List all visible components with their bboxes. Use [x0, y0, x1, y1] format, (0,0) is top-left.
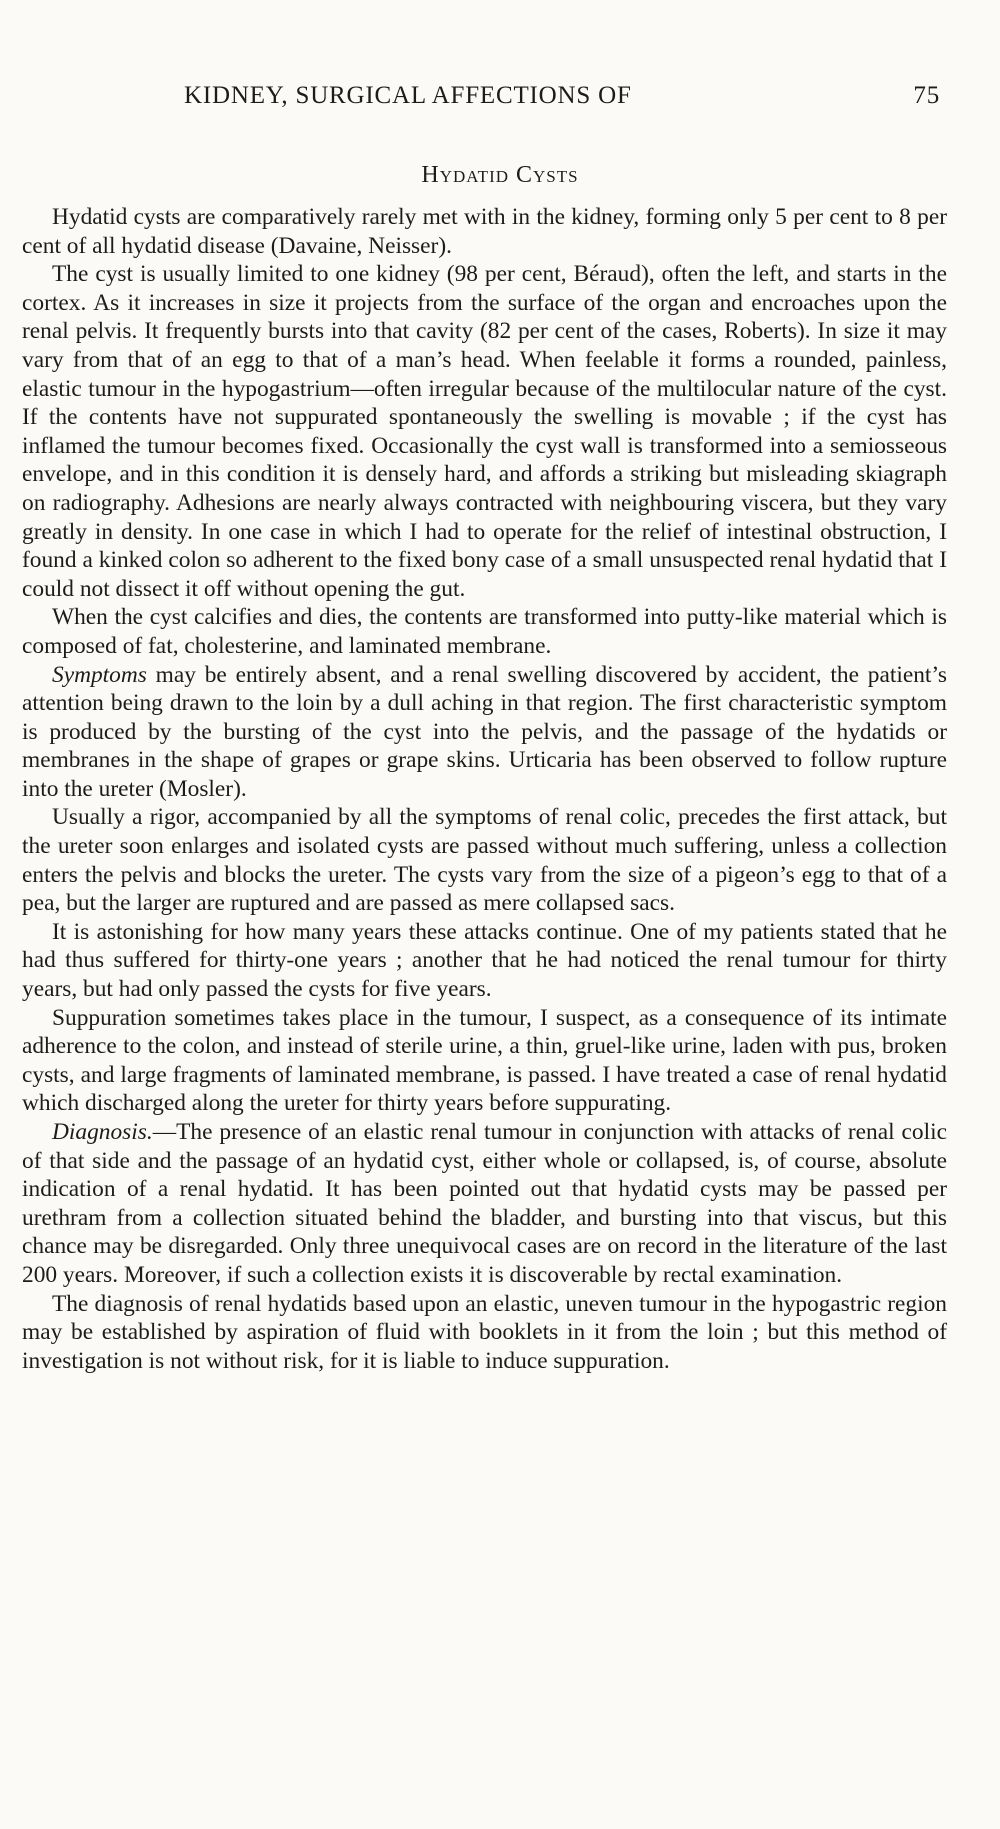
- paragraph-text: Hydatid cysts are comparatively rarely met with in the kidney, forming only 5 per cent to 8 per cent of all hydatid disease (Davaine, Neisser).: [22, 204, 947, 259]
- paragraph-text: Suppuration sometimes takes place in the tumour, I suspect, as a consequence of its intimate adherence to the colon, and instead of sterile urine, a thin, gruel-like urine, laden with pus, broken cysts, and large fragments of laminated membrane, is passed. I have treated a case of renal hydatid which discharged along the ureter for thirty years before suppurating.: [22, 1004, 947, 1117]
- paragraph: [22, 1118, 947, 1290]
- paragraph-text: When the cyst calcifies and dies, the contents are transformed into putty-like material which is composed of fat, cholesterine, and laminated membrane.: [22, 604, 947, 659]
- paragraph-text: The cyst is usually limited to one kidney (98 per cent, Béraud), often the left, and starts in the cortex. As it increases in size it projects from the surface of the organ and encroaches upon the renal pelvis. It frequently bursts into that cavity (82 per cent of the cases, Roberts). In size it may vary from that of an egg to that of a man’s head. When feelable it forms a rounded, painless, elastic tumour in the hypogastrium—often irregular because of the multilocular nature of the cyst. If the contents have not suppurated spontaneously the swelling is movable ; if the cyst has inflamed the tumour becomes fixed. Occasionally the cyst wall is transformed into a semiosseous envelope, and in this condition it is densely hard, and affords a striking but misleading skiagraph on radiography. Adhesions are nearly always contracted with neighbouring viscera, but they vary greatly in density. In one case in which I had to operate for the relief of intestinal obstruction, I found a kinked colon so adherent to the fixed bony case of a small unsuspected renal hydatid that I could not dissect it off without opening the gut.: [22, 261, 947, 602]
- paragraph: [22, 203, 947, 260]
- paragraph: [22, 1290, 947, 1376]
- paragraph: [22, 803, 947, 917]
- paragraph-lead: Symptoms: [52, 661, 147, 688]
- paragraph: [22, 1004, 947, 1118]
- paragraph-text: It is astonishing for how many years these attacks continue. One of my patients stated that he had thus suffered for thirty-one years ; another that he had noticed the renal tumour for thirty years, but had only passed the cysts for five years.: [22, 918, 947, 1003]
- paragraph: [22, 260, 947, 603]
- running-title: KIDNEY, SURGICAL AFFECTIONS OF: [184, 82, 632, 109]
- paragraph-lead: Diagnosis.: [52, 1119, 153, 1145]
- paragraph: [22, 661, 947, 804]
- body-text: [22, 203, 947, 1375]
- paragraph-text: Usually a rigor, accompanied by all the symptoms of renal colic, precedes the first attack, but the ureter soon enlarges and isolated cysts are passed without much suffering, unless a collection enters the pelvis and blocks the ureter. The cysts vary from the size of a pigeon’s egg to that of a pea, but the larger are ruptured and are passed as mere collapsed sacs.: [22, 804, 947, 917]
- paragraph-text: may be entirely absent, and a renal swelling discovered by accident, the patient’s attention being drawn to the loin by a dull aching in that region. The first characteristic symptom is produced by the bursting of the cyst into the pelvis, and the passage of the hydatids or membranes in the shape of grapes or grape skins. Urticaria has been observed to follow rupture into the ureter (Mosler).: [22, 661, 947, 802]
- paragraph-text: The diagnosis of renal hydatids based upon an elastic, uneven tumour in the hypogastric region may be established by aspiration of fluid with booklets in it from the loin ; but this method of investigation is not without risk, for it is liable to induce suppuration.: [22, 1290, 947, 1374]
- paragraph: [22, 603, 947, 660]
- section-title: Hydatid Cysts: [421, 162, 579, 188]
- paragraph: [22, 918, 947, 1004]
- paragraph-text: —The presence of an elastic renal tumour in conjunction with attacks of renal colic of that side and the passage of an hydatid cyst, either whole or collapsed, is, of course, absolute indication of a renal hydatid. It has been pointed out that hydatid cysts may be passed per urethram from a collection situated behind the bladder, and bursting into that viscus, but this chance may be disregarded. Only three unequivocal cases are on record in the literature of the last 200 years. Moreover, if such a collection exists it is discoverable by rectal examination.: [22, 1119, 947, 1288]
- page-number: 75: [913, 82, 940, 109]
